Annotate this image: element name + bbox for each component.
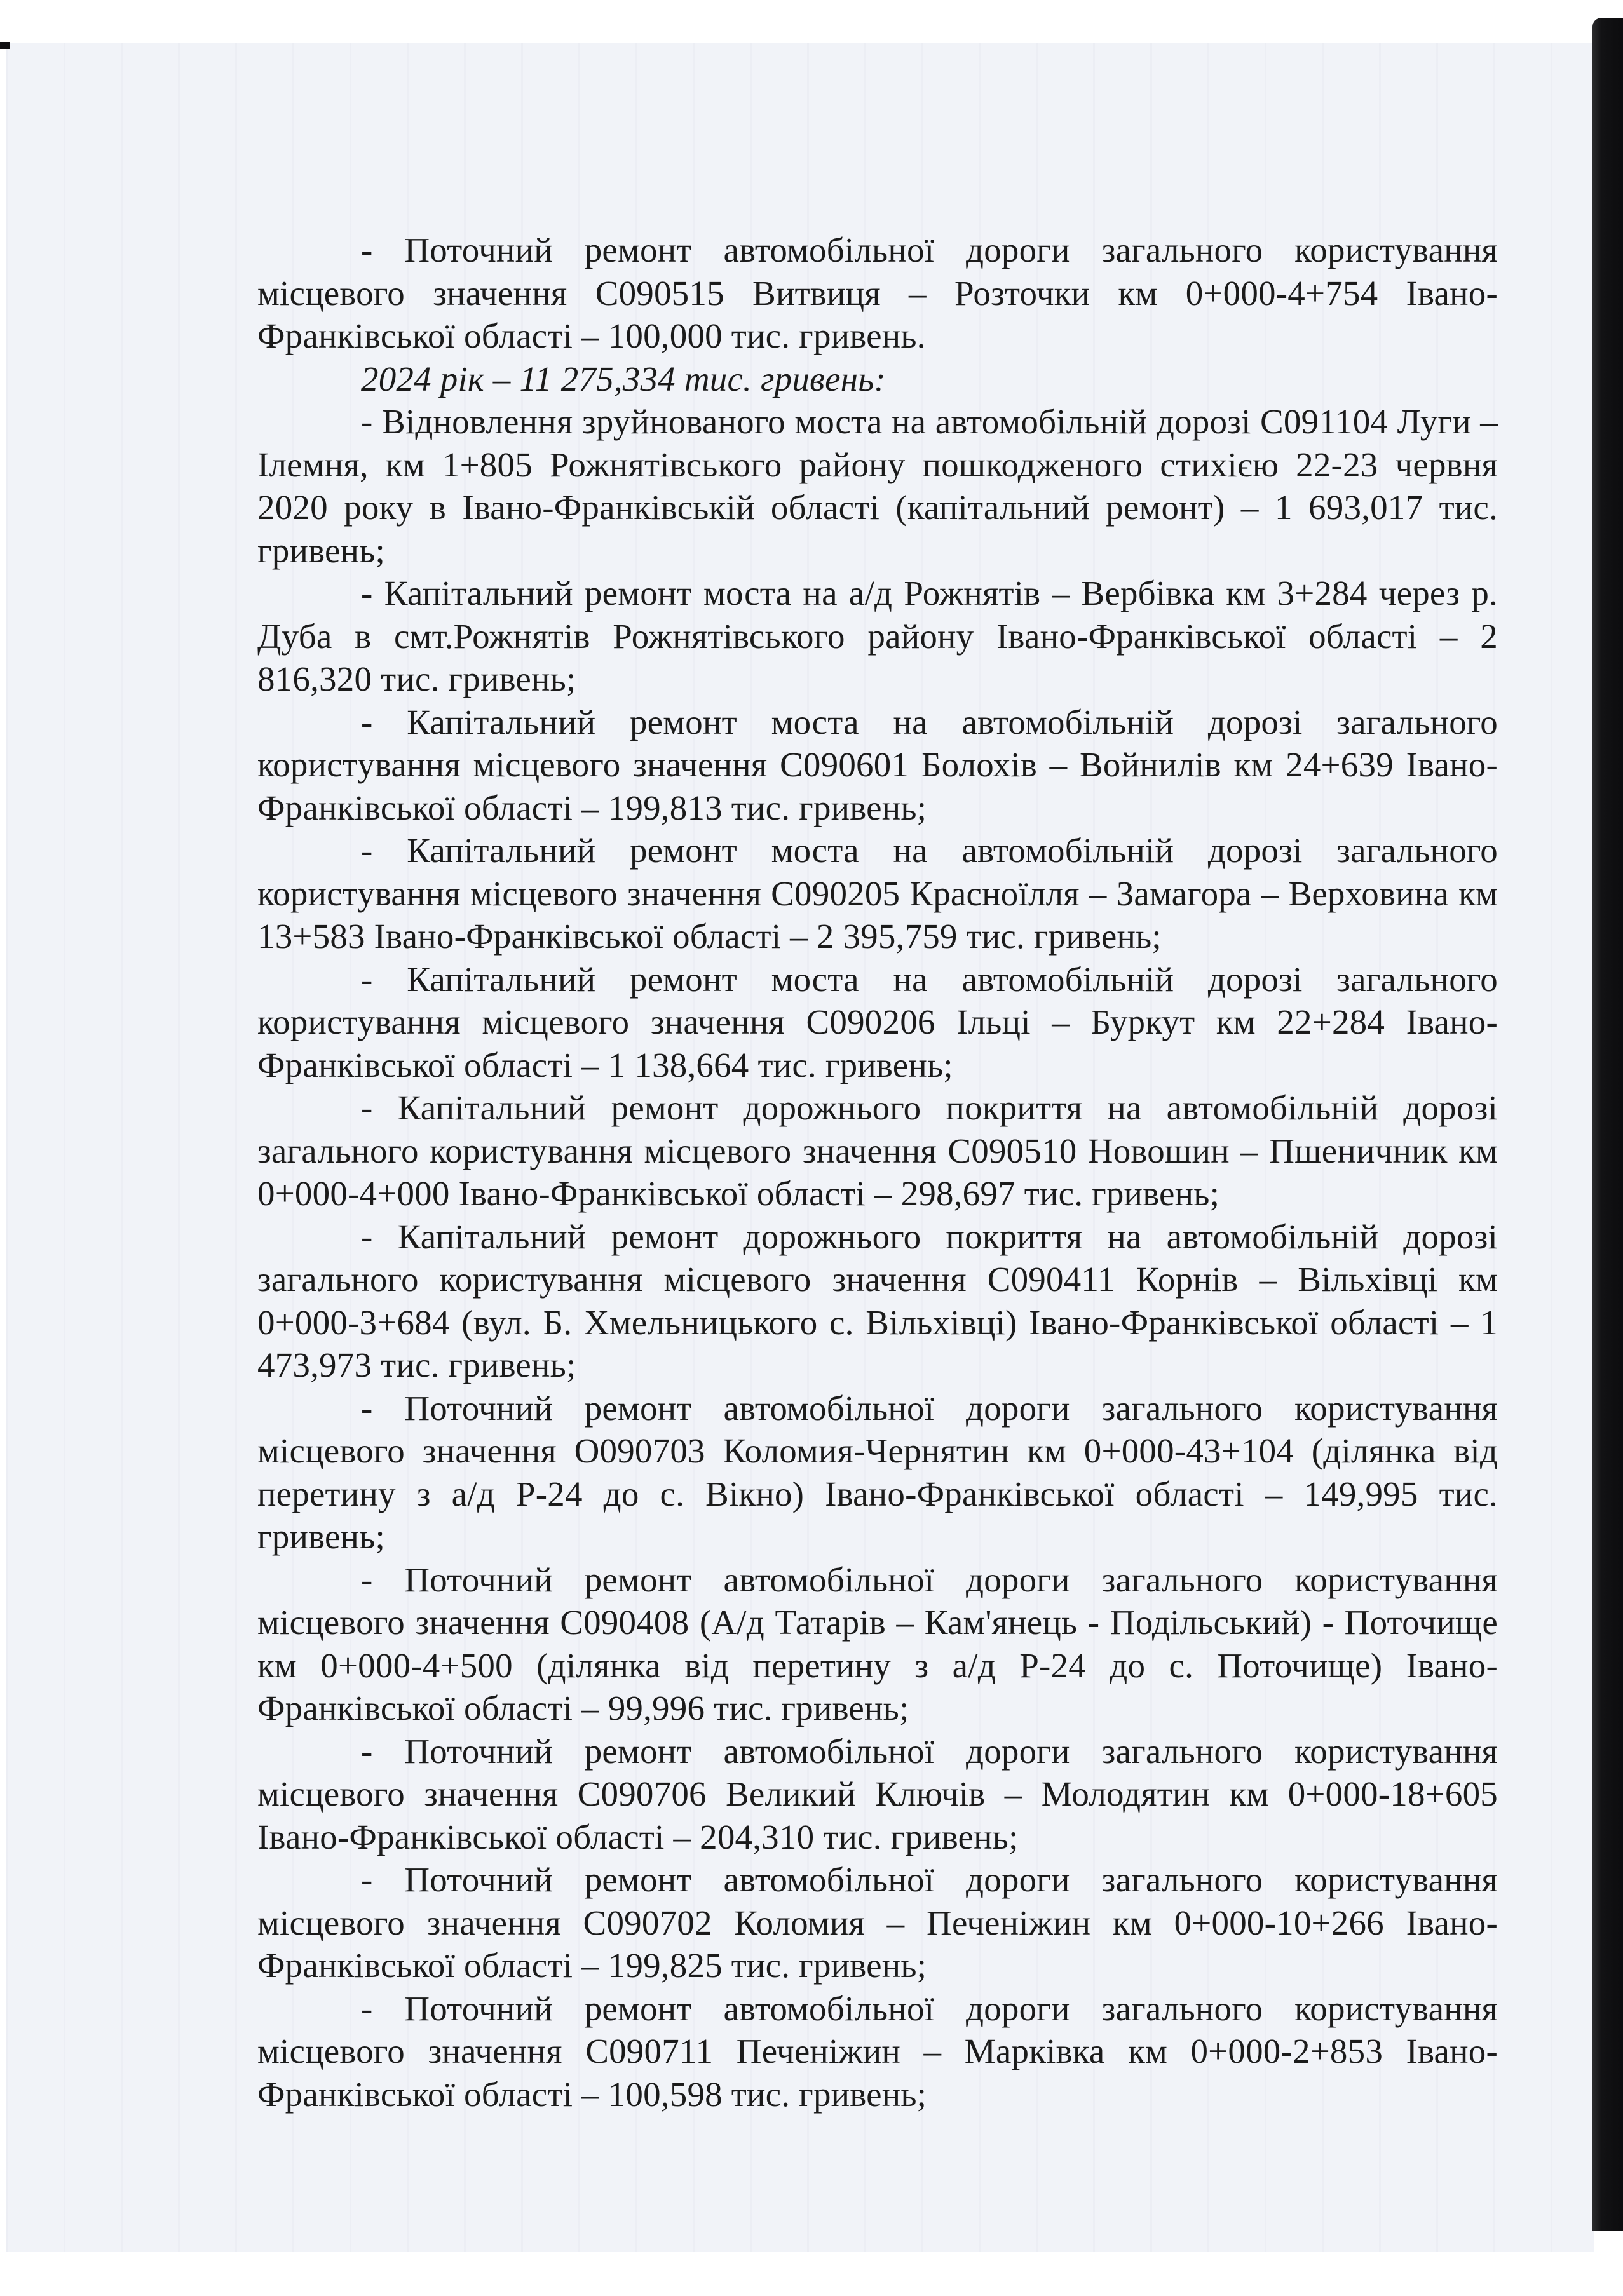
paragraph: - Поточний ремонт автомобільної дороги загального користування місцевого значення С090706 Великий Ключів – Молодятин км 0+000-18+605 Івано-Франківської області – 204,310 тис. гривень;	[257, 1731, 1498, 1856]
paragraph: - Капітальний ремонт моста на автомобільній дорозі загального користування місцевого значення С090205 Красноїлля – Замагора – Верховина км 13+583 Івано-Франківської області – 2 395,759 тис. гривень;	[257, 831, 1498, 956]
paragraph: - Відновлення зруйнованого моста на автомобільній дорозі С091104 Луги – Ілемня, км 1+805 Рожнятівського району пошкодженого стихією 22-23 червня 2020 року в Івано-Франківській області (капітальний ремонт) – 1 693,017 тис. гривень;	[257, 402, 1498, 570]
document-page	[6, 43, 1594, 2252]
paragraph: - Поточний ремонт автомобільної дороги загального користування місцевого значення С090515 Витвиця – Розточки км 0+000-4+754 Івано-Франківської області – 100,000 тис. гривень.	[257, 231, 1498, 355]
scanner-edge-tick	[0, 42, 10, 49]
paragraph: - Капітальний ремонт моста на автомобільній дорозі загального користування місцевого значення С090206 Ільці – Буркут км 22+284 Івано-Франківської області – 1 138,664 тис. гривень;	[257, 959, 1498, 1084]
document-body	[257, 229, 1498, 2116]
paragraph: - Поточний ремонт автомобільної дороги загального користування місцевого значення О090703 Коломия-Чернятин км 0+000-43+104 (ділянка від перетину з а/д Р-24 до с. Вікно) Івано-Франківської області – 149,995 тис. гривень;	[257, 1388, 1498, 1556]
paragraph: - Капітальний ремонт дорожнього покриття на автомобільній дорозі загального користування місцевого значення С090510 Новошин – Пшеничник км 0+000-4+000 Івано-Франківської області – 298,697 тис. гривень;	[257, 1088, 1498, 1213]
paragraph: - Капітальний ремонт дорожнього покриття на автомобільній дорозі загального користування місцевого значення С090411 Корнів – Вільхівці км 0+000-3+684 (вул. Б. Хмельницького с. Вільхівці) Івано-Франківської області – 1 473,973 тис. гривень;	[257, 1217, 1498, 1384]
scanner-edge-shadow	[1592, 18, 1623, 2231]
paragraph: - Поточний ремонт автомобільної дороги загального користування місцевого значення С090702 Коломия – Печеніжин км 0+000-10+266 Івано-Франківської області – 199,825 тис. гривень;	[257, 1860, 1498, 1985]
year-heading: 2024 рік – 11 275,334 тис. гривень:	[361, 359, 886, 398]
paragraph: - Капітальний ремонт моста на автомобільній дорозі загального користування місцевого значення С090601 Болохів – Войнилів км 24+639 Івано-Франківської області – 199,813 тис. гривень;	[257, 702, 1498, 827]
paragraph: - Капітальний ремонт моста на а/д Рожнятів – Вербівка км 3+284 через р. Дуба в смт.Рожнятів Рожнятівського району Івано-Франківської області – 2 816,320 тис. гривень;	[257, 574, 1498, 698]
paragraph: - Поточний ремонт автомобільної дороги загального користування місцевого значення С090711 Печеніжин – Марківка км 0+000-2+853 Івано-Франківської області – 100,598 тис. гривень;	[257, 1989, 1498, 2114]
paragraph: - Поточний ремонт автомобільної дороги загального користування місцевого значення С090408 (А/д Татарів – Кам'янець - Подільський) - Поточище км 0+000-4+500 (ділянка від перетину з а/д Р-24 до с. Поточище) Івано-Франківської області – 99,996 тис. гривень;	[257, 1560, 1498, 1727]
